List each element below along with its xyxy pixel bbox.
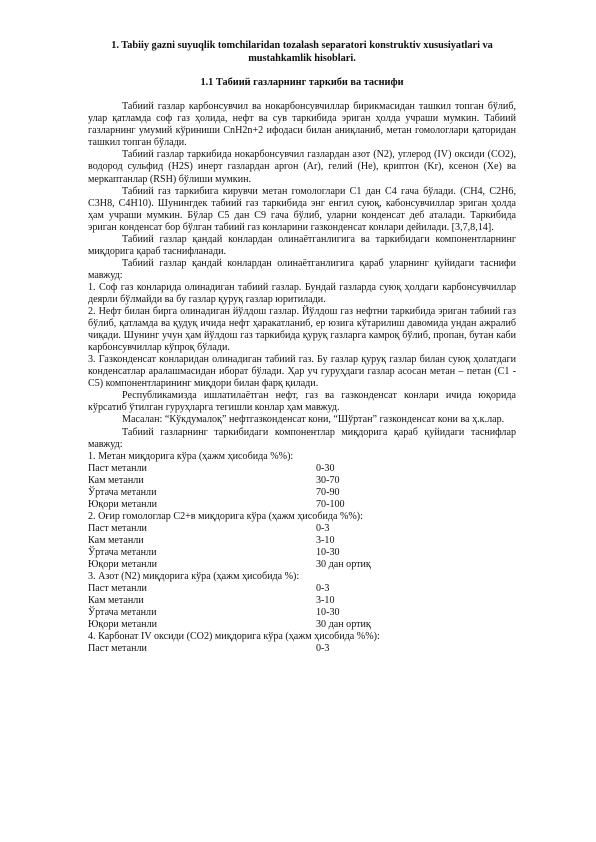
row-label: Ўртача метанли [88, 486, 157, 498]
classification-heading: 4. Карбонат IV оксиди (CO2) миқдорига кўра (ҳажм ҳисобида %%): [88, 631, 380, 643]
row-label: Кам метанли [88, 534, 144, 546]
section-heading: 1.1 Табиий газларнинг таркиби ва таснифи [200, 77, 404, 89]
row-label: Паст метанли [88, 643, 147, 655]
paragraph: Табиий газлар қандай конлардан олинаётганлигига ва таркибидаги компонентларнинг миқдорига қараб таснифланади. [88, 233, 516, 257]
paragraph: Табиий газлар қандай конлардан олинаётганлигига қараб уларнинг қуйидаги таснифи мавжуд: [88, 257, 516, 281]
classification-row [88, 463, 516, 475]
classification-row [88, 523, 516, 535]
row-value: 3-10 [316, 595, 335, 607]
row-label: Юқори метанли [88, 559, 158, 571]
classification-row [88, 547, 516, 559]
row-value: 0-3 [316, 643, 330, 655]
paragraph: Табиий газларнинг таркибидаги компонентлар миқдорига қараб қуйидаги таснифлар мавжуд: [88, 426, 516, 450]
classification-heading: 2. Оғир гомологлар C2+в миқдорига кўра (ҳажм ҳисобида %%): [88, 510, 363, 522]
classification-row [88, 559, 516, 571]
paragraph: Табиий газ таркибига кирувчи метан гомологлари C1 дан C4 гача бўлади. (CH4, C2H6, C3H8, C4H10). Шунингдек табиий газ таркибида энг енгил суюқ, кабонсувчиллар эриган ҳолда ҳам учраши мумкин. Бўлар C5 дан C9 гача бўлиб, уларни конденсат деб аталади. Таркибида эриган конденсат бор бўлган табиий газ конларини газконденсат конлари дейилади. [3,7,8,14]. [88, 185, 516, 233]
paragraph: Табиий газлар карбонсувчил ва нокарбонсувчиллар бирикмасидан ташкил топган бўлиб, улар қатламда соф газ ҳолида, нефт ва сув таркибида эриган ҳолда учраши мумкин. Табиий газларнинг умумий кўриниши CnH2n+2 ифодаси билан аниқланиб, метан гомологлари қаторидан ташкил топган бўлади. [88, 101, 516, 149]
row-label: Ўртача метанли [88, 607, 157, 619]
classification-row [88, 619, 516, 631]
document-title: 1. Tabiiy gazni suyuqlik tomchilaridan tozalash separatori konstruktiv xususiyatlari va mustahkamlik hisoblari. [111, 40, 493, 64]
row-value: 30-70 [316, 474, 340, 486]
classification-heading: 1. Метан миқдорига кўра (ҳажм ҳисобида %%): [88, 450, 294, 462]
list-item: 3. Газконденсат конларидан олинадиган табиий газ. Бу газлар қуруқ газлар билан суюқ ҳолатдаги конденсатлар аралашмасидан иборат бўлади. Ҳар уч гуруҳдаги газлар асосан метан – петан (C1 - C5) компонентларининг миқдори билан фарқ қилади. [88, 354, 516, 390]
row-label: Паст метанли [88, 462, 147, 474]
row-label: Кам метанли [88, 595, 144, 607]
classification-row [88, 487, 516, 499]
row-label: Паст метанли [88, 522, 147, 534]
row-value: 10-30 [316, 546, 340, 558]
classification-heading: 3. Азот (N2) миқдорига кўра (ҳажм ҳисобида %): [88, 571, 300, 583]
row-value: 70-100 [316, 498, 345, 510]
row-value: 30 дан ортиқ [316, 619, 371, 631]
classification-row [88, 607, 516, 619]
classification-row [88, 583, 516, 595]
list-item: 2. Нефт билан бирга олинадиган йўлдош газлар. Йўлдош газ нефтни таркибида эриган табиий газ бўлиб, қатламда ва қудуқ ичида нефт ҳаракатланиб, ер юзига кўтарилиш давомида ундан ажралиб чиқади. Шунинг учун ҳам йўлдош газ таркибида қуруқ газларга камроқ бўлиб, пропан, бутан каби карбонсувчиллар кўпроқ бўлади. [88, 306, 516, 354]
classification-row [88, 595, 516, 607]
row-value: 0-3 [316, 522, 330, 534]
row-value: 0-30 [316, 462, 335, 474]
row-value: 0-3 [316, 583, 330, 595]
row-value: 3-10 [316, 534, 335, 546]
row-label: Юқори метанли [88, 619, 158, 631]
classification-row [88, 535, 516, 547]
classification-row [88, 643, 516, 655]
row-label: Ўртача метанли [88, 546, 157, 558]
list-item: 1. Соф газ конларида олинадиган табиий газлар. Бундай газларда суюқ ҳолдаги карбонсувчиллар деярли бўлмайди ва бу газлар қуруқ газлар юритилади. [88, 281, 516, 305]
row-value: 30 дан ортиқ [316, 559, 371, 571]
paragraph: Республикамизда ишлатилаётган нефт, газ ва газконденсат конлари ичида юқорида кўрсатиб ўтилган гуруҳларга тегишли конлар ҳам мавжуд. [88, 390, 516, 414]
row-value: 70-90 [316, 486, 340, 498]
paragraph: Масалан: “Кўкдумалоқ” нефтгазконденсат кони, “Шўртан” газконденсат кони ва ҳ.к.лар. [122, 414, 505, 426]
document-page [88, 40, 516, 655]
classification-row [88, 499, 516, 511]
row-label: Паст метанли [88, 583, 147, 595]
row-label: Кам метанли [88, 474, 144, 486]
row-label: Юқори метанли [88, 498, 158, 510]
paragraph: Табиий газлар таркибида нокарбонсувчил газлардан азот (N2), углерод (IV) оксиди (CO2), водород сульфид (H2S) инерт газлардан аргон (Ar), гелий (He), криптон (Kr), ксенон (Xe) ва меркаптанлар (RSH) бўлиши мумкин. [88, 149, 516, 185]
classification-row [88, 475, 516, 487]
row-value: 10-30 [316, 607, 340, 619]
